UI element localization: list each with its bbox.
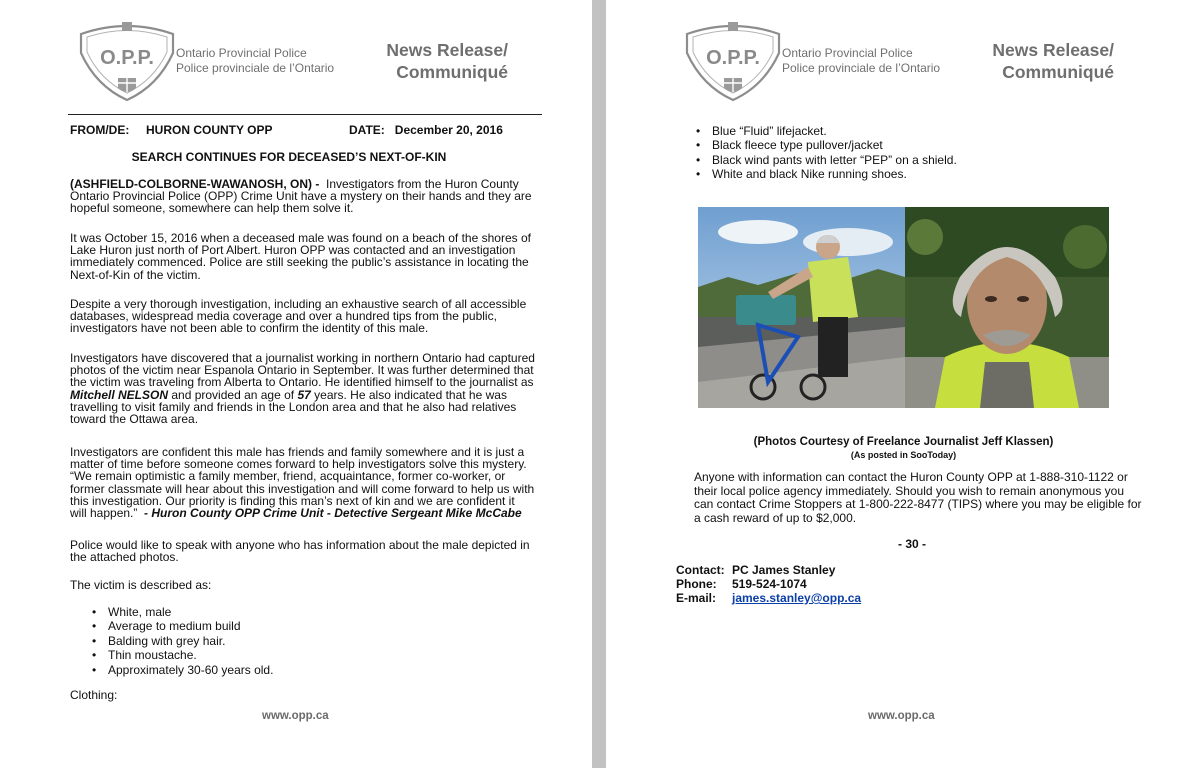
org-name xyxy=(176,46,334,76)
photo-portrait xyxy=(905,207,1109,408)
dateline: (ASHFIELD-COLBORNE-WAWANOSH, ON) - xyxy=(70,177,320,191)
list-item: • Approximately 30-60 years old. xyxy=(90,663,273,677)
footer-website[interactable]: www.opp.ca xyxy=(262,710,329,722)
list-item: • Balding with grey hair. xyxy=(90,634,273,648)
paragraph-6 xyxy=(70,539,550,563)
description-list xyxy=(90,605,273,677)
org-name-en: Ontario Provincial Police xyxy=(782,46,913,60)
para4-line: years. He also indicated that he was xyxy=(314,387,507,402)
para1-line: hopeful someone, somewhere can help them solve it. xyxy=(70,201,354,216)
para2-line: Lake Huron just north of Port Albert. Huron OPP was contacted and an investigation xyxy=(70,243,516,258)
list-item: • Average to medium build xyxy=(90,619,273,633)
date-field xyxy=(349,124,503,136)
email-label: E-mail: xyxy=(676,591,717,605)
contact-para-line: can contact Crime Stoppers at 1-800-222-8477 (TIPS) where you may be eligible for xyxy=(694,497,1142,512)
clothing-label: Clothing: xyxy=(70,688,118,702)
para5-line: former classmate will hear about this investigation and will come forward to help us with xyxy=(70,481,535,496)
photo-caption: (Photos Courtesy of Freelance Journalist Jeff Klassen) xyxy=(753,436,1054,448)
headline: SEARCH CONTINUES FOR DECEASED’S NEXT-OF-KIN xyxy=(131,150,447,164)
logo-text: O.P.P. xyxy=(706,47,760,69)
end-marker: - 30 - xyxy=(898,537,927,551)
quote-attribution: - Huron County OPP Crime Unit - Detective Sergeant Mike McCabe xyxy=(144,506,522,521)
list-item: • Blue “Fluid” lifejacket. xyxy=(694,124,957,138)
opp-logo xyxy=(78,20,176,102)
news-release-title xyxy=(966,39,1114,83)
list-item: • Thin moustache. xyxy=(90,648,273,662)
para4-line: toward the Ottawa area. xyxy=(70,412,199,427)
para3-line: investigators have not been able to confirm the identity of this male. xyxy=(70,321,429,336)
from-field xyxy=(70,124,272,136)
para5-line: this investigation. Our priority is finding this man’s next of kin and we are confident it xyxy=(70,493,515,508)
para3-line: databases, widespread media coverage and over a hundred tips from the public, xyxy=(70,309,497,324)
paragraph-2 xyxy=(70,232,550,281)
paragraph-3 xyxy=(70,298,550,335)
news-release-title xyxy=(360,39,508,83)
para1-line: Ontario Provincial Police (OPP) Crime Unit have a mystery on their hands and they are xyxy=(70,189,532,204)
list-item: • White and black Nike running shoes. xyxy=(694,167,957,181)
phone-value: 519-524-1074 xyxy=(732,577,807,591)
document-page-2 xyxy=(606,0,1200,768)
contact-para-line: Anyone with information can contact the Huron County OPP at 1-888-310-1122 or xyxy=(694,470,1128,484)
para6-line: Police would like to speak with anyone who has information about the male depicted in xyxy=(70,538,530,552)
paragraph-4 xyxy=(70,352,550,425)
photo-man-with-bicycle xyxy=(698,207,905,408)
org-name-en: Ontario Provincial Police xyxy=(176,46,307,60)
para4-line: the victim was traveling from Alberta to Ontario. He identified himself to the journalist as xyxy=(70,375,534,390)
list-item: • Black fleece type pullover/jacket xyxy=(694,138,957,152)
paragraph-5 xyxy=(70,446,550,519)
contact-para-line: a cash reward of up to $2,000. xyxy=(694,511,857,526)
para2-line: Next-of-Kin of the victim. xyxy=(70,267,201,282)
date-value: December 20, 2016 xyxy=(394,123,503,137)
photo-portrait-image xyxy=(905,207,1109,408)
org-name-fr: Police provinciale de l’Ontario xyxy=(782,61,941,75)
victim-age: 57 xyxy=(297,387,311,402)
news-release-line2: Communiqué xyxy=(1002,62,1114,82)
org-name-fr: Police provinciale de l’Ontario xyxy=(176,61,335,75)
photo-bicycle-image xyxy=(698,207,905,408)
from-label: FROM/DE: xyxy=(70,123,130,137)
org-name xyxy=(782,46,940,76)
header-divider xyxy=(68,114,542,115)
para4-line: Investigators have discovered that a journalist working in northern Ontario had captured xyxy=(70,351,535,365)
phone-label: Phone: xyxy=(676,577,717,591)
described-as-label: The victim is described as: xyxy=(70,578,212,592)
list-item: • Black wind pants with letter “PEP” on a shield. xyxy=(694,153,957,167)
photo-caption-source: (As posted in SooToday) xyxy=(850,450,957,460)
para3-line: Despite a very thorough investigation, including an exhaustive search of all accessible xyxy=(70,297,527,311)
paragraph-1 xyxy=(70,178,550,215)
footer-website[interactable]: www.opp.ca xyxy=(868,710,935,722)
page-gutter xyxy=(592,0,606,768)
para1-line: Investigators from the Huron County xyxy=(326,177,519,191)
contact-label: Contact: xyxy=(676,563,725,577)
from-value: HURON COUNTY OPP xyxy=(146,123,273,137)
para5-line: “We remain optimistic a family member, friend, acquaintance, former co-worker, or xyxy=(70,469,506,484)
contact-paragraph xyxy=(694,471,1174,526)
para2-line: It was October 15, 2016 when a deceased male was found on a beach of the shores of xyxy=(70,231,531,245)
news-release-line1: News Release/ xyxy=(992,40,1114,60)
document-page-1 xyxy=(0,0,592,768)
para5-line: will happen.” xyxy=(70,506,138,521)
para4-line: travelling to visit family and friends in the London area and that he also had relatives xyxy=(70,399,517,414)
para6-line: the attached photos. xyxy=(70,550,179,565)
clothing-list xyxy=(694,124,957,182)
contact-name: PC James Stanley xyxy=(732,563,836,577)
para4-line: photos of the victim near Espanola Ontario in September. It was further determined that xyxy=(70,363,534,378)
date-label: DATE: xyxy=(349,123,385,137)
para4-line: and provided an age of xyxy=(171,387,295,402)
logo-text: O.P.P. xyxy=(100,47,154,69)
opp-logo xyxy=(684,20,782,102)
news-release-line2: Communiqué xyxy=(396,62,508,82)
contact-para-line: their local police agency immediately. Should you wish to remain anonymous you xyxy=(694,483,1125,498)
para5-line: matter of time before someone comes forward to help investigators solve this mystery. xyxy=(70,457,527,472)
list-item: • White, male xyxy=(90,605,273,619)
email-link[interactable]: james.stanley@opp.ca xyxy=(732,591,862,605)
news-release-line1: News Release/ xyxy=(386,40,508,60)
victim-name: Mitchell NELSON xyxy=(70,387,169,402)
para5-line: Investigators are confident this male has friends and family somewhere and it is just a xyxy=(70,445,525,459)
para2-line: immediately commenced. Police are still seeking the public’s assistance in locating the xyxy=(70,255,529,270)
